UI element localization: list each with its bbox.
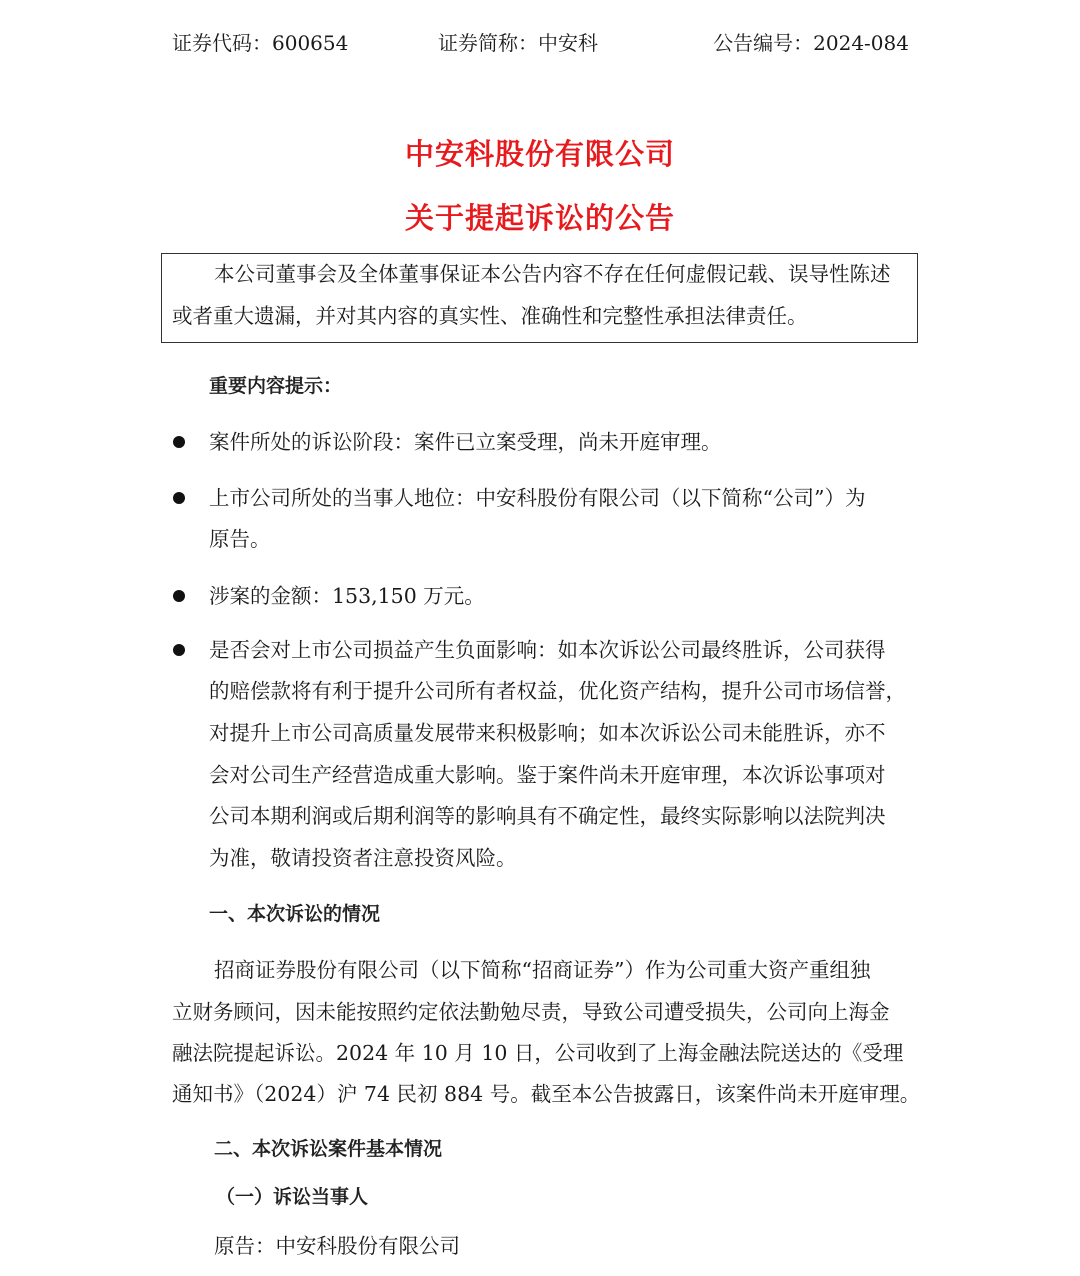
plaintiff-line: 原告：中安科股份有限公司 bbox=[214, 1234, 460, 1258]
stock-code: 证券代码：600654 bbox=[172, 31, 349, 55]
bullet-text: 上市公司所处的当事人地位：中安科股份有限公司（以下简称“公司”）为 bbox=[209, 486, 866, 510]
bullet-icon bbox=[173, 590, 185, 602]
bullet-text: 涉案的金额：153,150 万元。 bbox=[209, 584, 485, 608]
bullet-text: 为准，敬请投资者注意投资风险。 bbox=[209, 846, 517, 870]
paragraph-line: 融法院提起诉讼。2024 年 10 月 10 日，公司收到了上海金融法院送达的《受理 bbox=[172, 1041, 904, 1065]
bullet-text: 公司本期利润或后期利润等的影响具有不确定性，最终实际影响以法院判决 bbox=[209, 804, 886, 828]
bullet-text: 是否会对上市公司损益产生负面影响：如本次诉讼公司最终胜诉，公司获得 bbox=[209, 638, 886, 662]
section-heading: 二、本次诉讼案件基本情况 bbox=[214, 1138, 443, 1160]
paragraph-line: 通知书》（2024）沪 74 民初 884 号。截至本公告披露日，该案件尚未开庭审理。 bbox=[172, 1082, 921, 1106]
disclaimer-line: 或者重大遗漏，并对其内容的真实性、准确性和完整性承担法律责任。 bbox=[172, 304, 808, 328]
bullet-text: 会对公司生产经营造成重大影响。鉴于案件尚未开庭审理，本次诉讼事项对 bbox=[209, 763, 886, 787]
stock-name: 证券简称：中安科 bbox=[438, 31, 598, 55]
announcement-title: 关于提起诉讼的公告 bbox=[404, 201, 675, 235]
bullet-icon bbox=[173, 436, 185, 448]
paragraph-line: 立财务顾问，因未能按照约定依法勤勉尽责，导致公司遭受损失，公司向上海金 bbox=[172, 1000, 890, 1024]
bullet-text: 案件所处的诉讼阶段：案件已立案受理，尚未开庭审理。 bbox=[209, 430, 722, 454]
subsection-heading: （一）诉讼当事人 bbox=[216, 1186, 369, 1208]
paragraph-line: 招商证券股份有限公司（以下简称“招商证券”）作为公司重大资产重组独 bbox=[214, 958, 871, 982]
document-header bbox=[172, 28, 909, 58]
bullet-text: 的赔偿款将有利于提升公司所有者权益，优化资产结构，提升公司市场信誉， bbox=[209, 679, 906, 703]
important-notes-heading: 重要内容提示： bbox=[209, 375, 343, 397]
bullet-icon bbox=[173, 644, 185, 656]
bullet-text: 原告。 bbox=[209, 527, 271, 551]
disclaimer-box bbox=[161, 253, 918, 343]
bullet-icon bbox=[173, 492, 185, 504]
disclaimer-line: 本公司董事会及全体董事保证本公告内容不存在任何虚假记载、误导性陈述 bbox=[214, 262, 891, 286]
announcement-number: 公告编号：2024-084 bbox=[713, 31, 909, 55]
section-heading: 一、本次诉讼的情况 bbox=[209, 903, 381, 925]
company-title: 中安科股份有限公司 bbox=[404, 137, 675, 171]
bullet-text: 对提升上市公司高质量发展带来积极影响；如本次诉讼公司未能胜诉，亦不 bbox=[209, 721, 886, 745]
